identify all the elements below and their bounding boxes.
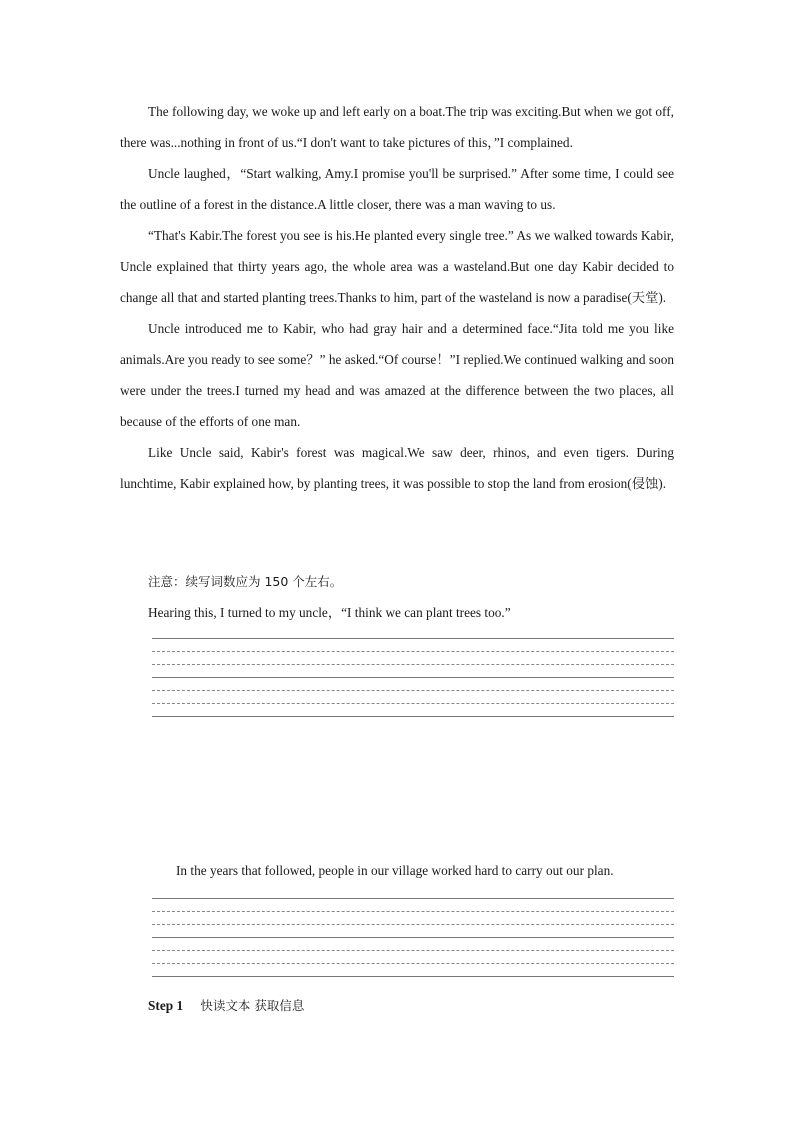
- story-text: [120, 96, 674, 499]
- paragraph-1: The following day, we woke up and left early on a boat.The trip was exciting.But when we got off, there was...nothing in front of us.“I don't want to take pictures of this，”I complained.: [120, 104, 674, 150]
- writing-lines-1[interactable]: [152, 638, 674, 717]
- step-title: 快读文本 获取信息: [200, 998, 305, 1013]
- writing-lines-2[interactable]: [152, 898, 674, 977]
- continuation-prompt-1: Hearing this, I turned to my uncle，“I think we can plant trees too.”: [148, 605, 511, 620]
- continuation-prompt-2: In the years that followed, people in our village worked hard to carry out our plan.: [176, 863, 614, 878]
- step-heading: [148, 992, 304, 1020]
- paragraph-3: “That's Kabir.The forest you see is his.He planted every single tree.” As we walked towards Kabir, Uncle explained that thirty years ago, the whole area was a wasteland.But one day Kabir decided to change all that and started planting trees.Thanks to him, part of the wasteland is now a paradise(天堂).: [120, 228, 674, 305]
- step-label: Step 1: [148, 998, 184, 1013]
- paragraph-5: Like Uncle said, Kabir's forest was magical.We saw deer, rhinos, and even tigers. During lunchtime, Kabir explained how, by planting trees, it was possible to stop the land from erosion(侵蚀).: [120, 445, 674, 491]
- paragraph-2: Uncle laughed，“Start walking, Amy.I promise you'll be surprised.” After some time, I could see the outline of a forest in the distance.A little closer, there was a man waving to us.: [120, 166, 674, 212]
- word-count-note: 注意：续写词数应为 150 个左右。: [148, 574, 343, 589]
- paragraph-4: Uncle introduced me to Kabir, who had gray hair and a determined face.“Jita told me you like animals.Are you ready to see some？” he asked.“Of course！”I replied.We continued walking and soon were under the trees.I turned my head and was amazed at the difference between the two places, all because of the efforts of one man.: [120, 321, 674, 429]
